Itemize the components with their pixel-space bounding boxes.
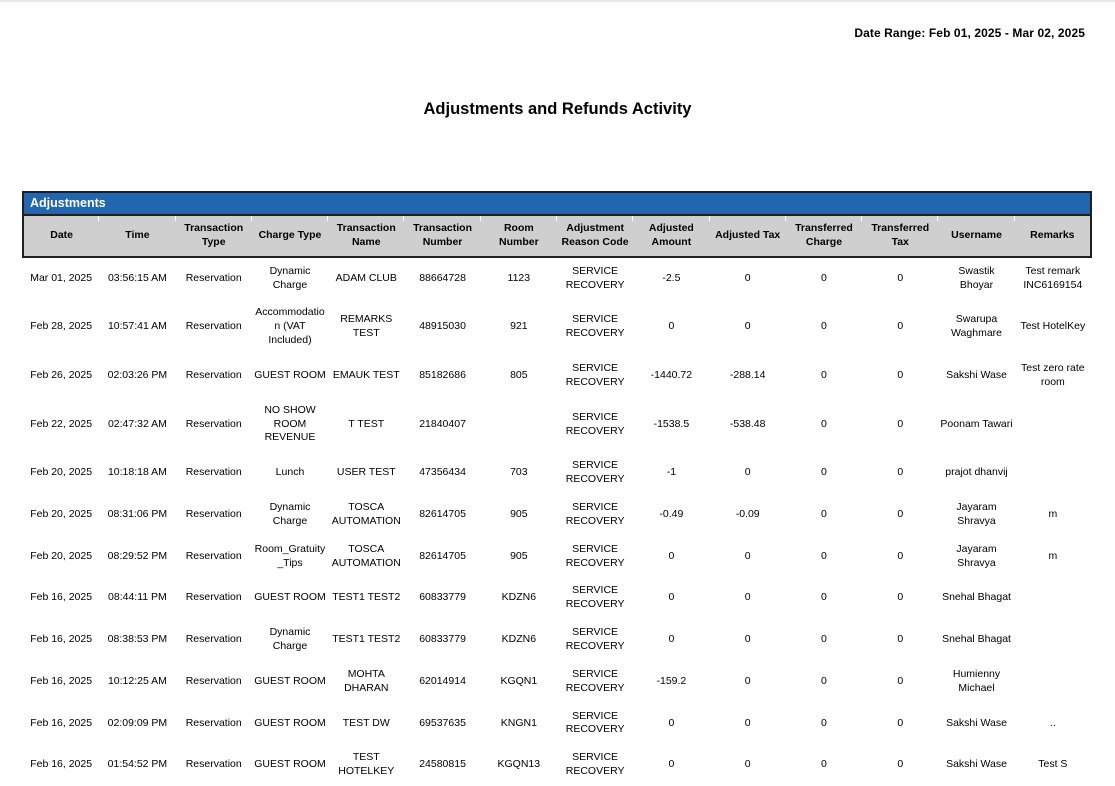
cell-adjusted-tax: 0 [710, 577, 786, 619]
cell-adjusted-amount: 0 [633, 703, 709, 745]
cell-charge-type: Accommodation (VAT Included) [252, 299, 328, 355]
cell-date: Feb 16, 2025 [23, 577, 99, 619]
cell-transferred-tax: 0 [862, 299, 938, 355]
cell-adjusted-tax: 0 [710, 661, 786, 703]
cell-adjusted-tax: 0 [710, 299, 786, 355]
cell-charge-type: GUEST ROOM [252, 744, 328, 786]
cell-transferred-tax: 0 [862, 703, 938, 745]
cell-adjustment-reason-code: SERVICE RECOVERY [557, 577, 633, 619]
cell-transaction-number: 62014914 [404, 661, 480, 703]
cell-adjusted-tax: -0.09 [710, 494, 786, 536]
cell-transaction-type: Reservation [176, 299, 252, 355]
cell-transferred-tax: 0 [862, 577, 938, 619]
cell-transaction-name: TEST DW [328, 703, 404, 745]
cell-transferred-charge: 0 [786, 452, 862, 494]
cell-time: 08:44:11 PM [99, 577, 175, 619]
cell-adjustment-reason-code: SERVICE RECOVERY [557, 494, 633, 536]
cell-date: Feb 28, 2025 [23, 299, 99, 355]
page-title: Adjustments and Refunds Activity [423, 100, 692, 118]
cell-room-number: 1123 [481, 257, 557, 300]
cell-transaction-number: 69537635 [404, 703, 480, 745]
cell-adjustment-reason-code: SERVICE RECOVERY [557, 355, 633, 397]
adjustments-data-table [22, 214, 1092, 786]
cell-date: Feb 16, 2025 [23, 744, 99, 786]
table-row [23, 661, 1091, 703]
cell-transaction-name: MOHTA DHARAN [328, 661, 404, 703]
cell-username: Swastik Bhoyar [938, 257, 1014, 300]
cell-transferred-charge: 0 [786, 577, 862, 619]
cell-transferred-charge: 0 [786, 536, 862, 578]
cell-transferred-tax: 0 [862, 257, 938, 300]
cell-adjusted-tax: 0 [710, 257, 786, 300]
cell-username: Snehal Bhagat [938, 577, 1014, 619]
cell-time: 01:54:52 PM [99, 744, 175, 786]
column-header-remarks: Remarks [1015, 215, 1091, 257]
cell-adjusted-tax: 0 [710, 536, 786, 578]
cell-transferred-charge: 0 [786, 703, 862, 745]
cell-remarks [1015, 661, 1091, 703]
table-body [23, 257, 1091, 786]
cell-transaction-name: TEST HOTELKEY [328, 744, 404, 786]
cell-date: Feb 20, 2025 [23, 452, 99, 494]
cell-username: Swarupa Waghmare [938, 299, 1014, 355]
cell-adjusted-tax: 0 [710, 452, 786, 494]
cell-time: 08:31:06 PM [99, 494, 175, 536]
cell-charge-type: GUEST ROOM [252, 577, 328, 619]
cell-remarks [1015, 397, 1091, 453]
cell-transaction-type: Reservation [176, 452, 252, 494]
cell-transferred-tax: 0 [862, 619, 938, 661]
table-row [23, 494, 1091, 536]
cell-username: Jayaram Shravya [938, 536, 1014, 578]
cell-transferred-charge: 0 [786, 257, 862, 300]
table-row [23, 536, 1091, 578]
table-row [23, 577, 1091, 619]
cell-adjustment-reason-code: SERVICE RECOVERY [557, 536, 633, 578]
cell-transaction-number: 47356434 [404, 452, 480, 494]
cell-adjustment-reason-code: SERVICE RECOVERY [557, 452, 633, 494]
cell-transferred-tax: 0 [862, 536, 938, 578]
column-header-date: Date [23, 215, 99, 257]
cell-adjusted-amount: 0 [633, 619, 709, 661]
cell-date: Feb 20, 2025 [23, 494, 99, 536]
cell-adjusted-amount: -159.2 [633, 661, 709, 703]
cell-room-number: 921 [481, 299, 557, 355]
cell-charge-type: Room_Gratuity_Tips [252, 536, 328, 578]
table-row [23, 452, 1091, 494]
cell-adjusted-tax: 0 [710, 703, 786, 745]
cell-adjusted-amount: -0.49 [633, 494, 709, 536]
column-header-transferred-charge: Transferred Charge [786, 215, 862, 257]
cell-transaction-type: Reservation [176, 619, 252, 661]
cell-adjusted-tax: -538.48 [710, 397, 786, 453]
cell-transaction-number: 24580815 [404, 744, 480, 786]
cell-time: 02:09:09 PM [99, 703, 175, 745]
cell-date: Feb 20, 2025 [23, 536, 99, 578]
cell-time: 10:18:18 AM [99, 452, 175, 494]
cell-time: 08:29:52 PM [99, 536, 175, 578]
cell-date: Feb 16, 2025 [23, 661, 99, 703]
column-header-adjustment-reason-code: Adjustment Reason Code [557, 215, 633, 257]
cell-adjusted-amount: 0 [633, 299, 709, 355]
table-header [23, 215, 1091, 257]
cell-transaction-number: 85182686 [404, 355, 480, 397]
cell-username: Humienny Michael [938, 661, 1014, 703]
cell-transaction-name: TEST1 TEST2 [328, 619, 404, 661]
cell-transaction-type: Reservation [176, 744, 252, 786]
cell-charge-type: Dynamic Charge [252, 257, 328, 300]
cell-adjustment-reason-code: SERVICE RECOVERY [557, 397, 633, 453]
cell-transaction-type: Reservation [176, 536, 252, 578]
cell-username: Poonam Tawari [938, 397, 1014, 453]
cell-transaction-type: Reservation [176, 257, 252, 300]
cell-room-number: KNGN1 [481, 703, 557, 745]
cell-transaction-name: USER TEST [328, 452, 404, 494]
cell-transaction-type: Reservation [176, 703, 252, 745]
cell-transaction-number: 82614705 [404, 536, 480, 578]
section-header-adjustments: Adjustments [22, 191, 1092, 214]
cell-transaction-type: Reservation [176, 661, 252, 703]
column-header-username: Username [938, 215, 1014, 257]
cell-transaction-name: T TEST [328, 397, 404, 453]
cell-adjustment-reason-code: SERVICE RECOVERY [557, 703, 633, 745]
cell-date: Mar 01, 2025 [23, 257, 99, 300]
cell-transaction-name: TOSCA AUTOMATION [328, 536, 404, 578]
cell-adjusted-amount: 0 [633, 577, 709, 619]
cell-transaction-number: 60833779 [404, 577, 480, 619]
cell-transaction-type: Reservation [176, 577, 252, 619]
cell-transaction-type: Reservation [176, 355, 252, 397]
cell-transaction-number: 48915030 [404, 299, 480, 355]
cell-remarks [1015, 619, 1091, 661]
cell-transferred-tax: 0 [862, 661, 938, 703]
cell-room-number: 703 [481, 452, 557, 494]
cell-remarks: Test zero rate room [1015, 355, 1091, 397]
cell-transferred-tax: 0 [862, 744, 938, 786]
cell-room-number: 905 [481, 536, 557, 578]
table-header-row [23, 215, 1091, 257]
adjustments-table [22, 191, 1092, 786]
cell-username: Snehal Bhagat [938, 619, 1014, 661]
cell-transaction-name: ADAM CLUB [328, 257, 404, 300]
cell-transaction-number: 82614705 [404, 494, 480, 536]
cell-remarks: .. [1015, 703, 1091, 745]
cell-remarks: m [1015, 536, 1091, 578]
cell-room-number [481, 397, 557, 453]
cell-transferred-charge: 0 [786, 299, 862, 355]
cell-adjustment-reason-code: SERVICE RECOVERY [557, 661, 633, 703]
table-row [23, 397, 1091, 453]
cell-room-number: 905 [481, 494, 557, 536]
cell-transferred-tax: 0 [862, 494, 938, 536]
cell-transferred-tax: 0 [862, 397, 938, 453]
cell-username: Sakshi Wase [938, 744, 1014, 786]
cell-charge-type: Dynamic Charge [252, 619, 328, 661]
cell-adjusted-amount: -2.5 [633, 257, 709, 300]
cell-adjusted-amount: 0 [633, 536, 709, 578]
cell-adjusted-tax: 0 [710, 619, 786, 661]
cell-charge-type: GUEST ROOM [252, 703, 328, 745]
cell-transaction-name: REMARKS TEST [328, 299, 404, 355]
cell-transferred-charge: 0 [786, 744, 862, 786]
cell-remarks: Test S [1015, 744, 1091, 786]
column-header-time: Time [99, 215, 175, 257]
cell-remarks: Test remark INC6169154 [1015, 257, 1091, 300]
table-row [23, 744, 1091, 786]
cell-transaction-type: Reservation [176, 397, 252, 453]
cell-time: 10:12:25 AM [99, 661, 175, 703]
cell-charge-type: GUEST ROOM [252, 355, 328, 397]
cell-adjusted-amount: -1440.72 [633, 355, 709, 397]
cell-transaction-name: TOSCA AUTOMATION [328, 494, 404, 536]
date-range-label: Date Range: Feb 01, 2025 - Mar 02, 2025 [854, 26, 1085, 40]
cell-transaction-name: EMAUK TEST [328, 355, 404, 397]
column-header-room-number: Room Number [481, 215, 557, 257]
cell-transferred-charge: 0 [786, 355, 862, 397]
cell-adjusted-tax: 0 [710, 744, 786, 786]
cell-time: 08:38:53 PM [99, 619, 175, 661]
table-row [23, 299, 1091, 355]
table-row [23, 355, 1091, 397]
cell-username: prajot dhanvij [938, 452, 1014, 494]
cell-transaction-number: 88664728 [404, 257, 480, 300]
cell-adjustment-reason-code: SERVICE RECOVERY [557, 619, 633, 661]
cell-charge-type: Lunch [252, 452, 328, 494]
cell-transaction-type: Reservation [176, 494, 252, 536]
cell-transaction-number: 60833779 [404, 619, 480, 661]
cell-room-number: 805 [481, 355, 557, 397]
cell-transferred-charge: 0 [786, 397, 862, 453]
cell-transaction-name: TEST1 TEST2 [328, 577, 404, 619]
column-header-transferred-tax: Transferred Tax [862, 215, 938, 257]
cell-adjustment-reason-code: SERVICE RECOVERY [557, 299, 633, 355]
cell-charge-type: GUEST ROOM [252, 661, 328, 703]
cell-adjusted-amount: -1538.5 [633, 397, 709, 453]
cell-adjusted-tax: -288.14 [710, 355, 786, 397]
column-header-charge-type: Charge Type [252, 215, 328, 257]
cell-transferred-tax: 0 [862, 452, 938, 494]
cell-transferred-charge: 0 [786, 661, 862, 703]
cell-transferred-charge: 0 [786, 619, 862, 661]
column-header-transaction-number: Transaction Number [404, 215, 480, 257]
cell-charge-type: Dynamic Charge [252, 494, 328, 536]
cell-charge-type: NO SHOW ROOM REVENUE [252, 397, 328, 453]
cell-adjustment-reason-code: SERVICE RECOVERY [557, 744, 633, 786]
cell-room-number: KDZN6 [481, 577, 557, 619]
cell-date: Feb 16, 2025 [23, 703, 99, 745]
column-header-transaction-type: Transaction Type [176, 215, 252, 257]
table-row [23, 619, 1091, 661]
column-header-transaction-name: Transaction Name [328, 215, 404, 257]
cell-date: Feb 22, 2025 [23, 397, 99, 453]
cell-date: Feb 16, 2025 [23, 619, 99, 661]
table-row [23, 703, 1091, 745]
cell-remarks: Test HotelKey [1015, 299, 1091, 355]
cell-time: 02:03:26 PM [99, 355, 175, 397]
cell-remarks [1015, 452, 1091, 494]
cell-room-number: KDZN6 [481, 619, 557, 661]
cell-username: Jayaram Shravya [938, 494, 1014, 536]
cell-room-number: KGQN1 [481, 661, 557, 703]
cell-username: Sakshi Wase [938, 703, 1014, 745]
cell-remarks [1015, 577, 1091, 619]
cell-time: 10:57:41 AM [99, 299, 175, 355]
cell-transferred-charge: 0 [786, 494, 862, 536]
cell-adjusted-amount: -1 [633, 452, 709, 494]
cell-adjusted-amount: 0 [633, 744, 709, 786]
column-header-adjusted-amount: Adjusted Amount [633, 215, 709, 257]
cell-transferred-tax: 0 [862, 355, 938, 397]
cell-time: 02:47:32 AM [99, 397, 175, 453]
cell-username: Sakshi Wase [938, 355, 1014, 397]
column-header-adjusted-tax: Adjusted Tax [710, 215, 786, 257]
cell-room-number: KGQN13 [481, 744, 557, 786]
cell-remarks: m [1015, 494, 1091, 536]
cell-time: 03:56:15 AM [99, 257, 175, 300]
cell-adjustment-reason-code: SERVICE RECOVERY [557, 257, 633, 300]
cell-date: Feb 26, 2025 [23, 355, 99, 397]
cell-transaction-number: 21840407 [404, 397, 480, 453]
table-row [23, 257, 1091, 300]
